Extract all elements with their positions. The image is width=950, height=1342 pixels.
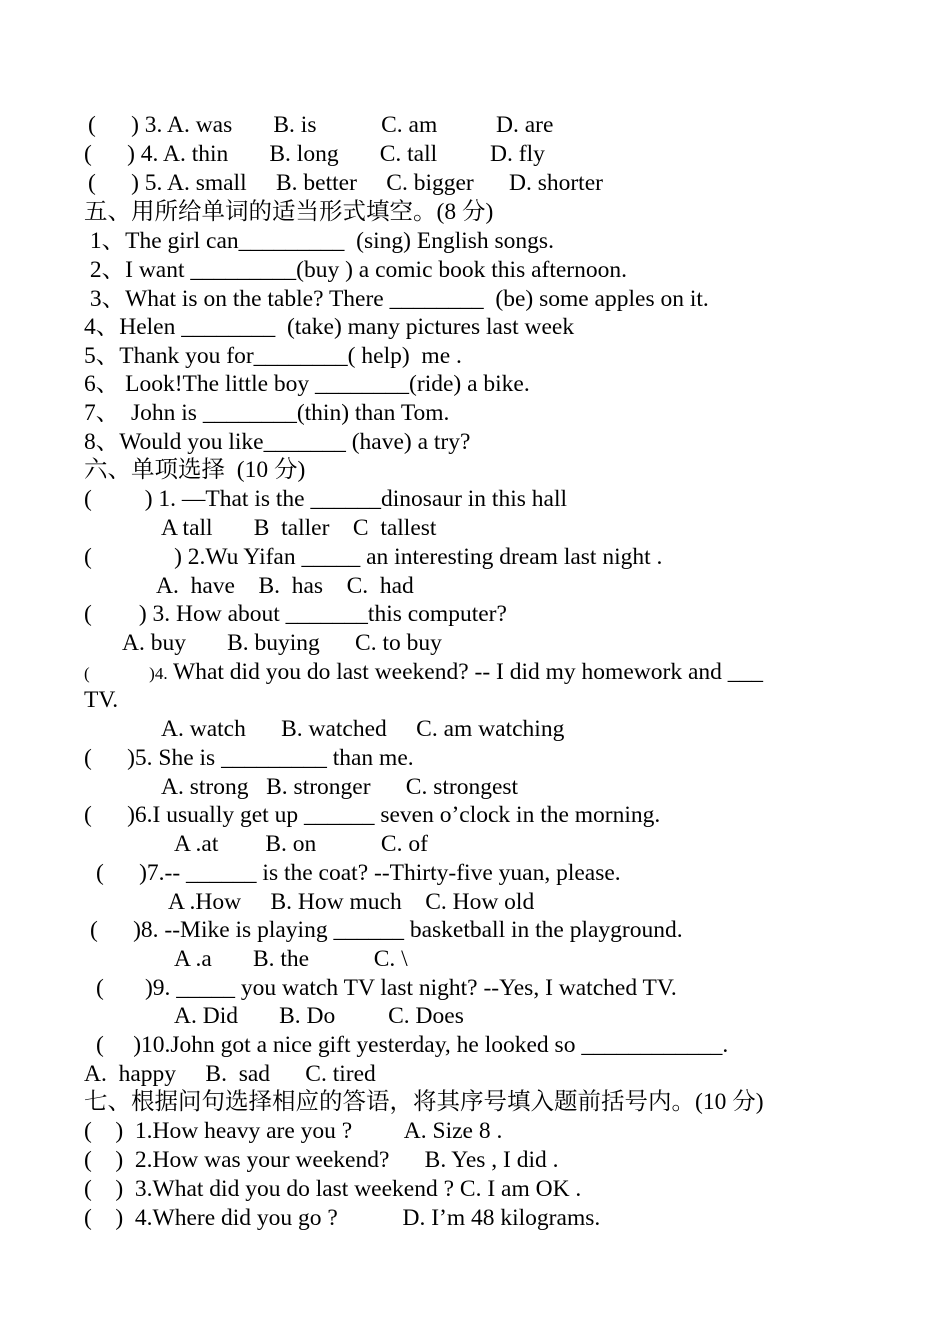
section-5-heading: 五、用所给单词的适当形式填空。(8 分): [84, 199, 494, 225]
choice-question-5: ( )5. She is _________ than me.: [84, 745, 414, 771]
fill-blank-7: 7、 John is ________(thin) than Tom.: [84, 400, 450, 426]
fill-blank-3: 3、What is on the table? There ________ (be) some apples on it.: [84, 286, 709, 312]
choice-options-3: A. buy B. buying C. to buy: [122, 630, 442, 656]
choice-options-1: A tall B taller C tallest: [161, 515, 437, 541]
choice-question-7: ( )7.-- ______ is the coat? --Thirty-five yuan, please.: [96, 860, 621, 886]
choice-options-6: A .at B. on C. of: [174, 831, 428, 857]
match-item-1: ( ) 1.How heavy are you ? A. Size 8 .: [84, 1118, 503, 1144]
mc-question-4: ( ) 4. A. thin B. long C. tall D. fly: [84, 141, 545, 167]
choice-question-4-text: What did you do last weekend? -- I did my homework and ___: [167, 659, 763, 685]
match-item-2: ( ) 2.How was your weekend? B. Yes , I did .: [84, 1147, 559, 1173]
mc-question-5: ( ) 5. A. small B. better C. bigger D. shorter: [88, 170, 603, 196]
choice-question-9: ( )9. _____ you watch TV last night? --Yes, I watched TV.: [96, 975, 677, 1001]
choice-options-8: A .a B. the C. \: [174, 946, 408, 972]
fill-blank-6: 6、 Look!The little boy ________(ride) a bike.: [84, 371, 530, 397]
choice-options-9: A. Did B. Do C. Does: [174, 1003, 464, 1029]
choice-options-4: A. watch B. watched C. am watching: [161, 716, 565, 742]
mc-question-3: ( ) 3. A. was B. is C. am D. are: [88, 112, 554, 138]
fill-blank-4: 4、Helen ________ (take) many pictures last week: [84, 314, 575, 340]
fill-blank-8: 8、Would you like_______ (have) a try?: [84, 429, 471, 455]
match-item-4: ( ) 4.Where did you go ? D. I’m 48 kilograms.: [84, 1205, 601, 1231]
choice-question-10: ( )10.John got a nice gift yesterday, he looked so ____________.: [96, 1032, 729, 1058]
fill-blank-1: 1、The girl can_________ (sing) English songs.: [84, 228, 554, 254]
choice-options-5: A. strong B. stronger C. strongest: [161, 774, 519, 800]
section-7-heading: 七、根据问句选择相应的答语，将其序号填入题前括号内。(10 分): [84, 1089, 764, 1115]
choice-question-4-paren: ( )4.: [84, 664, 168, 683]
choice-question-3: ( ) 3. How about _______this computer?: [84, 601, 507, 627]
choice-question-6: ( )6.I usually get up ______ seven o’clock in the morning.: [84, 802, 661, 828]
choice-options-7: A .How B. How much C. How old: [168, 889, 535, 915]
section-6-heading: 六、单项选择 (10 分): [84, 457, 306, 483]
choice-question-4: [84, 658, 763, 688]
fill-blank-2: 2、I want _________(buy ) a comic book this afternoon.: [84, 257, 628, 283]
choice-question-8: ( )8. --Mike is playing ______ basketball in the playground.: [90, 917, 683, 943]
choice-options-2: A. have B. has C. had: [156, 573, 414, 599]
match-item-3: ( ) 3.What did you do last weekend ? C. I am OK .: [84, 1176, 582, 1202]
choice-question-1: ( ) 1. —That is the ______dinosaur in this hall: [84, 486, 568, 512]
choice-question-4-continued: TV.: [84, 687, 119, 713]
choice-options-10: A. happy B. sad C. tired: [84, 1061, 376, 1087]
fill-blank-5: 5、Thank you for________( help) me .: [84, 343, 462, 369]
choice-question-2: ( ) 2.Wu Yifan _____ an interesting dream last night .: [84, 544, 663, 570]
